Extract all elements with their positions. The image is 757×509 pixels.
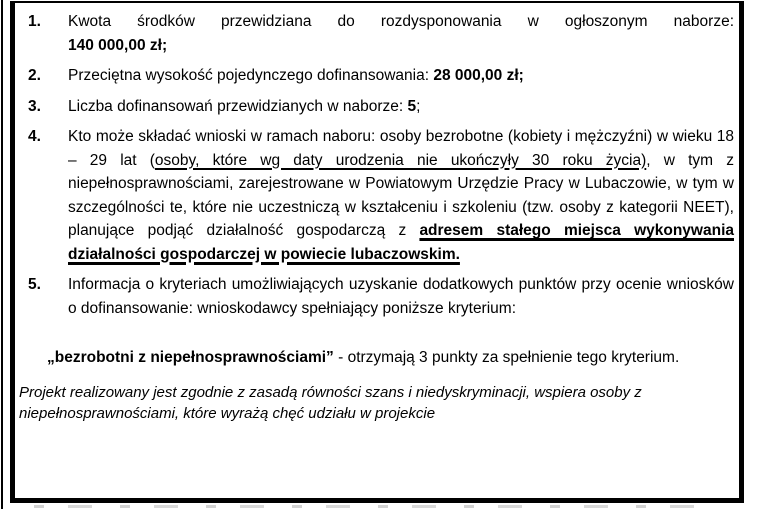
item-text bbox=[68, 64, 739, 88]
numbered-list bbox=[23, 10, 739, 320]
count-value: 5 bbox=[407, 97, 417, 115]
item-number: 1. bbox=[28, 13, 41, 30]
text-segment: ; bbox=[416, 97, 421, 115]
list-item-4 bbox=[23, 125, 739, 266]
text-segment: Kto może składać wnioski w ramach naboru: osoby bezrobotne (kobiety i mężczyźni) w wieku 18 – 29 lat ( bbox=[68, 128, 734, 169]
amount-text: 28 000,00 zł; bbox=[433, 67, 524, 84]
list-item-3 bbox=[23, 95, 739, 119]
criterion-paragraph bbox=[23, 346, 739, 370]
item-number: 2. bbox=[28, 67, 41, 84]
item-number: 4. bbox=[28, 128, 41, 145]
amount-text: 140 000,00 zł; bbox=[68, 36, 168, 54]
text-segment: , w tym z niepełnosprawnościami, zarejestrowane w Powiatowym Urzędzie Pracy w Lubaczowie, w tym w szczególności te, które nie uczestniczą w kształceniu i szkoleniu (tzw. osoby z kategorii NEET), planujące podjąć działalność gospodarczą z bbox=[68, 151, 735, 239]
criterion-description: - otrzymają 3 punkty za spełnienie tego kryterium. bbox=[333, 349, 680, 366]
list-item-1 bbox=[23, 10, 739, 57]
page-edge-line bbox=[1, 0, 3, 509]
underlined-clause: osoby, które wg daty urodzenia nie ukończyły 30 roku życia) bbox=[154, 151, 647, 169]
project-note: Projekt realizowany jest zgodnie z zasadą równości szans i niedyskryminacji, wspiera osoby z niepełnosprawnościami, które wyrażą chęć udziału w projekcie bbox=[19, 383, 642, 422]
text-segment: Kwota środków przewidziana do rozdysponowania w ogłoszonym naborze: bbox=[68, 13, 734, 30]
item-number: 5. bbox=[28, 276, 41, 293]
criterion-name: „bezrobotni z niepełnosprawnościami” bbox=[47, 349, 334, 366]
text-segment: Liczba dofinansowań przewidzianych w naborze: bbox=[68, 97, 408, 115]
document-cell bbox=[10, 1, 744, 503]
list-item-5 bbox=[23, 273, 739, 320]
item-number: 3. bbox=[28, 97, 41, 115]
item-text bbox=[68, 273, 739, 320]
list-item-2 bbox=[23, 64, 739, 88]
item-text bbox=[68, 10, 739, 57]
item-text bbox=[68, 95, 739, 119]
item-text bbox=[68, 125, 739, 266]
bold-underlined-clause: adresem stałego miejsca wykonywania działalności gospodarczej w powiecie lubaczowskim. bbox=[68, 222, 734, 263]
text-segment: Informacja o kryteriach umożliwiających uzyskanie dodatkowych punktów przy ocenie wniosków o dofinansowanie: wnioskodawcy spełniający poniższe kryterium: bbox=[68, 276, 734, 317]
cropped-next-row-remnant bbox=[34, 505, 694, 508]
text-segment: Przeciętna wysokość pojedynczego dofinansowania: bbox=[68, 67, 434, 84]
